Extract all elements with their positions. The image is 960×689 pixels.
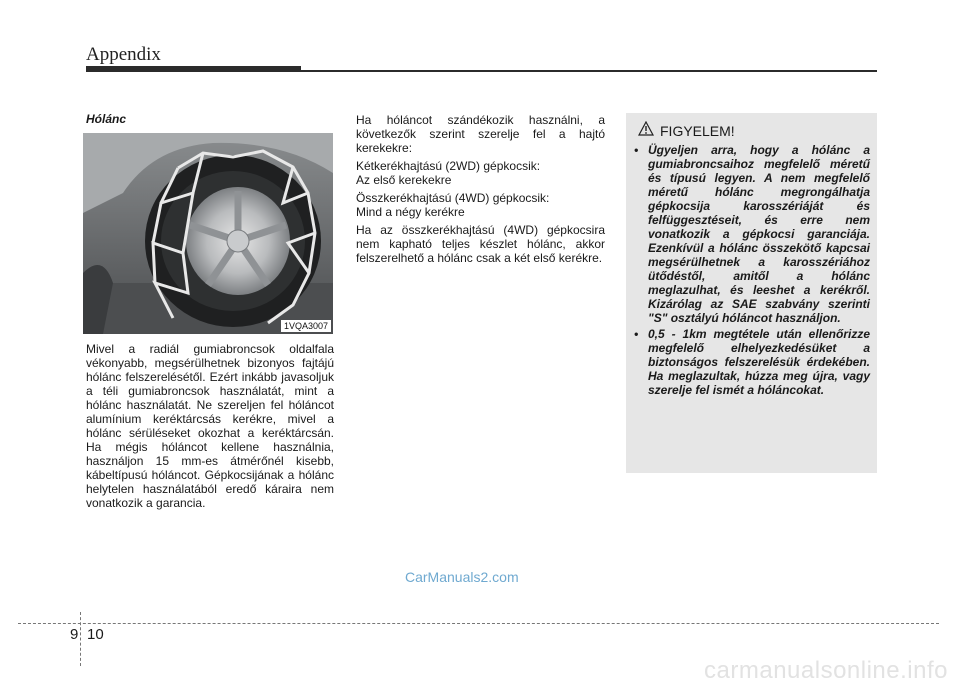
bullet-icon: •	[634, 327, 639, 341]
warning-item-text: 0,5 - 1km megtétele után ellenőrizze megfelelő elhelyezkedésüket a biztonságos felszerelésük érdekében. Ha meglazultak, húzza meg újra, vagy szerelje fel ismét a hóláncokat.	[648, 327, 870, 397]
chain-intro: Ha hóláncot szándékozik használni, a következők szerint szerelje fel a hajtó kerekekre:	[356, 113, 605, 155]
fwd-label: Összkerékhajtású (4WD) gépkocsik:	[356, 191, 550, 205]
figure-code: 1VQA3007	[281, 320, 331, 332]
section-heading: Hólánc	[86, 112, 127, 126]
footer-page-number: 10	[87, 626, 104, 643]
fwd-value: Mind a négy kerékre	[356, 205, 465, 219]
warning-item-text: Ügyeljen arra, hogy a hólánc a gumiabroncsaihoz megfelelő méretű és típusú legyen. A nem megfelelő méretű hólánc megrongálhatja gépkocsija karosszériáját és felfüggesztéseit, és erre nem vonatkozik a gépkocsi garanciája. Ezenkívül a hólánc összekötő kapcsai megsérülhetnek a karosszériához ütődéstől, amitől a hólánc meglazulhat, és leeshet a kerékről. Kizárólag az SAE szabvány szerinti "S" osztályú hóláncot használjon.	[648, 143, 870, 325]
watermark-link[interactable]: CarManuals2.com	[405, 569, 519, 585]
column1-paragraph: Mivel a radiál gumiabroncsok oldalfala vékonyabb, megsérülhetnek bizonyos fajtájú hólánc felszerelésétől. Ezért inkább javasoljuk a téli gumiabroncsok használatát, mint a hólánc használatát. Ne szereljen fel hóláncot alumínium keréktárcsás kerékre, mivel a hólánc sérüléseket okozhat a keréktárcsán. Ha mégis hóláncot kellene használnia, használjon 15 mm-es átmérőnél kisebb, kábeltípusú hóláncot. Gépkocsijának a hólánc helytelen használatából eredő káraira nem vonatkozik a garancia.	[86, 342, 334, 510]
warning-title: FIGYELEM!	[660, 123, 735, 139]
tire-with-chain-illustration	[83, 133, 333, 334]
warning-triangle-icon	[638, 121, 654, 141]
footer-vertical-rule	[80, 612, 81, 666]
column2	[356, 113, 605, 269]
warning-list	[632, 143, 870, 399]
warning-item	[632, 143, 870, 325]
bullet-icon: •	[634, 143, 639, 157]
fwd-note: Ha az összkerékhajtású (4WD) gépkocsira nem kapható teljes készlet hólánc, akkor felszerelhető a hólánc csak a két első kerékre.	[356, 223, 605, 265]
header-bar-thin	[86, 70, 877, 72]
footer-dashed-rule	[18, 623, 939, 624]
twd-value: Az első kerekekre	[356, 173, 452, 187]
snow-chain-photo	[83, 133, 333, 334]
page-header-title: Appendix	[86, 44, 161, 65]
warning-header	[638, 121, 735, 141]
warning-box	[626, 113, 877, 473]
footer-chapter-number: 9	[70, 626, 79, 643]
site-watermark: carmanualsonline.info	[704, 657, 948, 684]
twd-label: Kétkerékhajtású (2WD) gépkocsik:	[356, 159, 541, 173]
warning-item	[632, 327, 870, 397]
